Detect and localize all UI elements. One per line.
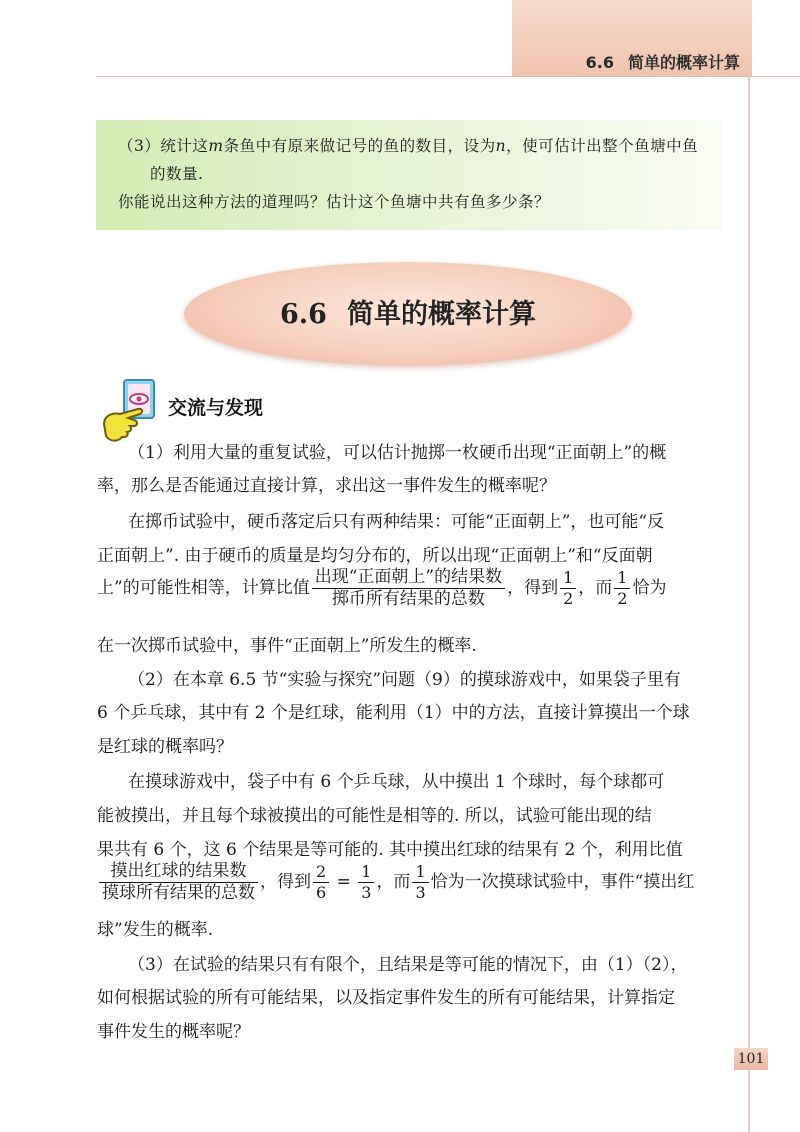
running-header xyxy=(586,50,740,73)
p5-line-3: 事件发生的概率呢？ xyxy=(97,1022,250,1042)
one-third-fraction: $\frac{1}{3}$ xyxy=(358,863,374,902)
intro-question: 你能说出这种方法的道理吗？估计这个鱼塘中共有鱼多少条？ xyxy=(118,193,551,211)
p3-line-1: （2）在本章 6.5 节“实验与探究”问题（9）的摸球游戏中，如果袋子里有 xyxy=(128,670,681,690)
one-third-fraction-2: $\frac{1}{3}$ xyxy=(412,863,428,902)
header-section-number: 6.6 xyxy=(585,53,614,72)
half-fraction-2: $\frac{1}{2}$ xyxy=(614,569,630,608)
section-title xyxy=(184,292,632,331)
p2-line-4: 在一次掷币试验中，事件“正面朝上”所发生的概率. xyxy=(97,636,477,656)
p5-line-2: 如何根据试验的所有可能结果，以及指定事件发生的所有可能结果，计算指定 xyxy=(97,988,675,1008)
coin-ratio-fraction: $\frac{\text{出现“正面朝上”的结果数}}{\text{掷币所有结果的总数}}$ xyxy=(312,568,505,609)
intro-line-2: 的数量. xyxy=(150,165,204,183)
section-heading: 交流与发现 xyxy=(168,397,264,419)
two-sixths-fraction: $\frac{2}{6}$ xyxy=(313,863,329,902)
p3-line-2: 6 个乒乓球，其中有 2 个是红球，能利用（1）中的方法，直接计算摸出一个球 xyxy=(97,703,690,723)
p1-line-2: 率，那么是否能通过直接计算，求出这一事件发生的概率呢？ xyxy=(97,476,556,496)
p4-line-2: 能被摸出，并且每个球被摸出的可能性是相等的. 所以，试验可能出现的结 xyxy=(97,806,652,826)
p4-line-1: 在摸球游戏中，袋子中有 6 个乒乓球，从中摸出 1 个球时，每个球都可 xyxy=(128,772,665,792)
p4-line-4: $\frac{\text{摸出红球的结果数}}{\text{摸球所有结果的总数}}$ ，得到 $\frac{2}{6}$ = $\frac{1}{3}$ ，而 $\frac{1}{3}$ 恰为一次摸球试验中，事件“摸出红 xyxy=(97,862,694,903)
title-text: 简单的概率计算 xyxy=(346,299,536,330)
half-fraction: $\frac{1}{2}$ xyxy=(560,569,576,608)
p4-line-3: 果共有 6 个，这 6 个结果是等可能的. 其中摸出红球的结果有 2 个，利用比值 xyxy=(97,840,683,860)
p5-line-1: （3）在试验的结果只有有限个，且结果是等可能的情况下，由（1）（2）， xyxy=(128,955,688,975)
p2-line-2: 正面朝上”. 由于硬币的质量是均匀分布的，所以出现“正面朝上”和“反面朝 xyxy=(97,546,653,566)
ball-ratio-fraction: $\frac{\text{摸出红球的结果数}}{\text{摸球所有结果的总数}}$ xyxy=(99,862,258,903)
eye-pointing-hand-icon xyxy=(98,378,164,452)
p3-line-3: 是红球的概率吗？ xyxy=(97,737,233,757)
p1-line-1: （1）利用大量的重复试验，可以估计抛掷一枚硬币出现“正面朝上”的概 xyxy=(128,443,667,463)
p2-line-3: 上”的可能性相等，计算比值 $\frac{\text{出现“正面朝上”的结果数}}{\text{掷币所有结果的总数}}$ ，得到 $\frac{1}{2}$ ，而 $\frac{1}{2}$ 恰为 xyxy=(97,567,667,609)
header-section-title: 简单的概率计算 xyxy=(627,53,740,72)
page-number: 101 xyxy=(734,1048,768,1070)
p2-line-1: 在掷币试验中，硬币落定后只有两种结果：可能“正面朝上”，也可能“反 xyxy=(128,512,665,532)
intro-line-1: （3）统计这m条鱼中有原来做记号的鱼的数目，设为n，使可估计出整个鱼塘中鱼 xyxy=(118,137,699,155)
title-number: 6.6 xyxy=(280,299,327,330)
header-rule xyxy=(96,76,800,77)
margin-rule xyxy=(748,76,750,1132)
p4-line-5: 球”发生的概率. xyxy=(97,920,214,940)
